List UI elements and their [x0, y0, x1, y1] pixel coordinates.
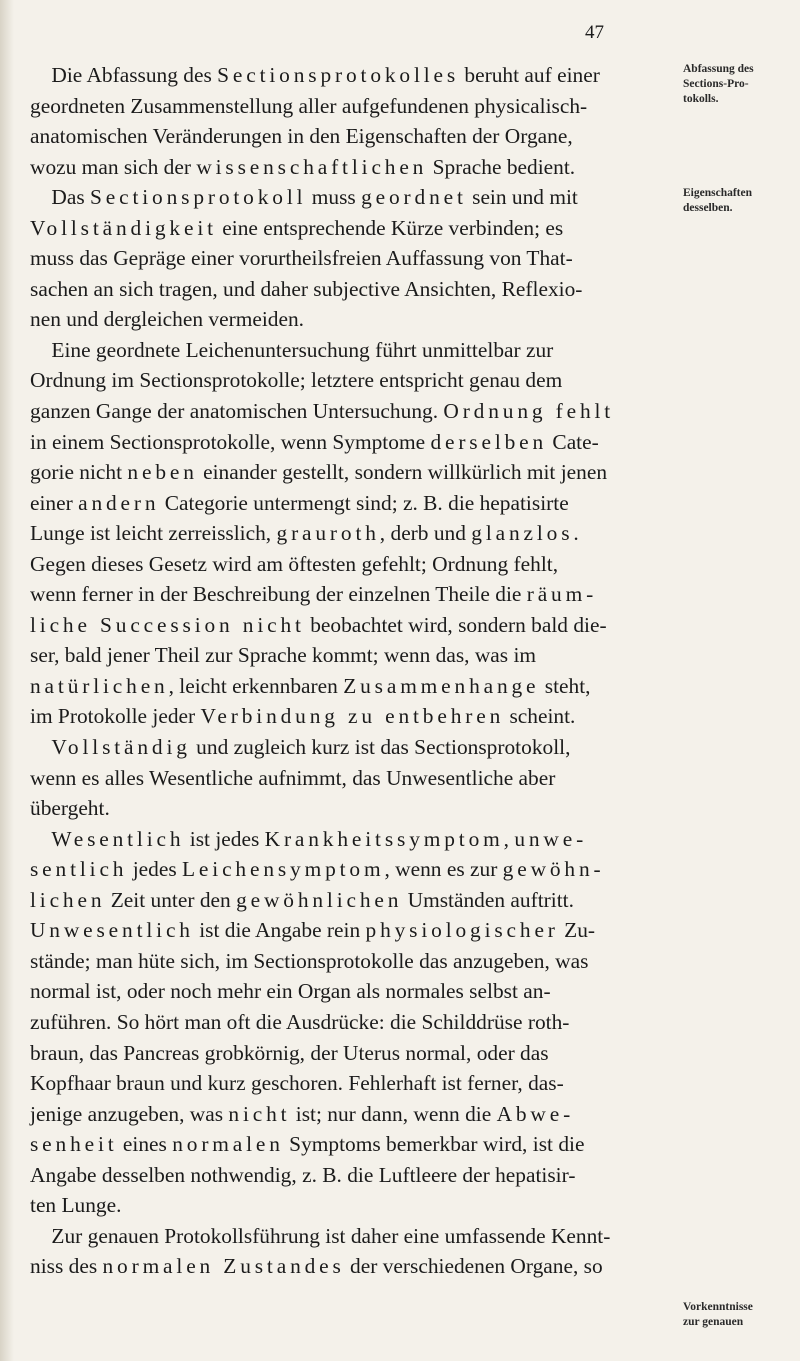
text-line — [30, 1190, 675, 1221]
text-run: , leicht erkennbaren — [168, 673, 344, 698]
text-run: ist; nur dann, wenn die — [290, 1101, 497, 1126]
text-run: scheint. — [504, 704, 576, 729]
text-line — [30, 1129, 675, 1160]
spaced-emphasis: neben — [127, 460, 198, 485]
text-run: nen und dergleichen vermeiden. — [30, 307, 305, 332]
text-line — [30, 885, 675, 916]
text-run: beobachtet wird, sondern bald die- — [304, 612, 607, 637]
text-run: Ordnung im Sectionsprotokolle; letztere entspricht genau dem — [30, 368, 563, 393]
binding-shadow — [0, 0, 14, 1361]
margin-note-vorkenntnisse — [683, 1300, 800, 1330]
text-run — [30, 827, 51, 851]
spaced-emphasis: natürlichen — [30, 673, 169, 698]
text-run: eine entsprechende Kürze verbinden; es — [216, 215, 564, 240]
text-line — [30, 610, 675, 641]
text-run: wenn ferner in der Beschreibung der einzelnen Theile die — [30, 582, 527, 607]
spaced-emphasis: physiologischer — [365, 918, 559, 943]
spaced-emphasis: normalen — [172, 1132, 284, 1157]
text-run: jedes — [127, 857, 183, 882]
text-run: . — [573, 521, 579, 546]
text-line — [30, 763, 675, 794]
text-run: im Protokolle jeder — [30, 704, 201, 729]
text-run: muss das Gepräge einer vorurtheilsfreien Auffassung von That- — [30, 246, 573, 271]
spaced-emphasis: senheit — [30, 1132, 118, 1157]
spaced-emphasis: Krankheitssymptom — [264, 826, 504, 851]
text-run: stände; man hüte sich, im Sectionsprotokolle das anzugeben, was — [30, 948, 589, 973]
margin-note-eigenschaften — [683, 186, 800, 216]
text-line — [30, 213, 675, 244]
text-run: Symptoms bemerkbar wird, ist die — [283, 1132, 585, 1157]
margin-note-line: desselben. — [683, 202, 733, 214]
text-run: wozu man sich der — [30, 154, 197, 179]
spaced-emphasis: Sectionsprotokolles — [217, 63, 460, 87]
spaced-emphasis: andern — [78, 490, 160, 515]
text-line — [30, 1160, 675, 1191]
text-run: der verschiedenen Organe, so — [344, 1254, 603, 1279]
text-line — [30, 121, 675, 152]
spaced-emphasis: Vollständigkeit — [30, 215, 217, 240]
margin-note-line: Vorkenntnisse — [683, 1301, 753, 1313]
text-run: Cate- — [547, 429, 599, 454]
text-run: Sprache bedient. — [427, 154, 576, 179]
text-line — [30, 91, 675, 122]
spaced-emphasis: Sectionsprotokoll — [90, 185, 307, 210]
text-run: einer — [30, 490, 79, 515]
spaced-emphasis: Unwesentlich — [30, 918, 194, 943]
text-run: Categorie untermengt sind; z. B. die hepatisirte — [159, 490, 569, 515]
text-line — [30, 488, 675, 519]
text-line — [30, 793, 675, 824]
text-line — [30, 854, 675, 885]
spaced-emphasis: Leichensymptom — [182, 857, 385, 882]
text-line — [30, 640, 675, 671]
text-line — [30, 824, 675, 855]
text-run: einander gestellt, sondern willkürlich mit jenen — [197, 460, 608, 485]
text-run: beruht auf einer — [459, 63, 600, 87]
spaced-emphasis: glanzlos — [471, 521, 574, 546]
text-run: Kopfhaar braun und kurz geschoren. Fehlerhaft ist ferner, das- — [30, 1071, 564, 1096]
spaced-emphasis: Zusammenhange — [343, 673, 540, 698]
text-line — [30, 243, 675, 274]
text-run: ser, bald jener Theil zur Sprache kommt; wenn das, was im — [30, 643, 537, 668]
spaced-emphasis: sentlich — [30, 857, 128, 882]
text-run: steht, — [539, 673, 591, 698]
text-run: Zu- — [558, 918, 596, 943]
text-run: normal ist, oder noch mehr ein Organ als normales selbst an- — [30, 979, 551, 1004]
text-line — [30, 915, 675, 946]
text-run: anatomischen Veränderungen in den Eigenschaften der Organe, — [30, 124, 573, 149]
text-line — [30, 60, 675, 91]
text-run: und zugleich kurz ist das Sectionsprotokoll, — [190, 735, 571, 760]
text-line — [30, 701, 675, 732]
text-line — [30, 579, 675, 610]
text-run: übergeht. — [30, 796, 110, 821]
text-run: ist die Angabe rein — [193, 918, 366, 943]
text-line — [30, 549, 675, 580]
text-line — [30, 732, 675, 763]
text-line — [30, 1007, 675, 1038]
text-run: Zeit unter den — [105, 887, 237, 912]
text-run: Die Abfassung des — [30, 63, 218, 87]
text-line — [30, 976, 675, 1007]
spaced-emphasis: nicht — [228, 1101, 291, 1126]
spaced-emphasis: gewöhnlichen — [236, 887, 403, 912]
text-run: Angabe desselben nothwendig, z. B. die Luftleere der hepatisir- — [30, 1162, 576, 1187]
text-line — [30, 182, 675, 213]
spaced-emphasis: Vollständig — [51, 735, 191, 760]
text-line — [30, 1068, 675, 1099]
margin-note-line: Sections-Pro- — [683, 78, 749, 90]
text-run: gorie nicht — [30, 460, 128, 485]
text-line — [30, 518, 675, 549]
margin-note-line: tokolls. — [683, 93, 719, 105]
text-line — [30, 274, 675, 305]
text-run: braun, das Pancreas grobkörnig, der Uterus normal, oder das — [30, 1040, 549, 1065]
spaced-emphasis: geordnet — [361, 185, 467, 210]
text-run: jenige anzugeben, was — [30, 1101, 229, 1126]
text-line — [30, 304, 675, 335]
text-line — [30, 671, 675, 702]
text-run: sachen an sich tragen, und daher subjective Ansichten, Reflexio- — [30, 276, 583, 301]
text-line — [30, 427, 675, 458]
text-line — [30, 1099, 675, 1130]
text-run: niss des — [30, 1254, 103, 1279]
text-run: Gegen dieses Gesetz wird am öftesten gefehlt; Ordnung fehlt, — [30, 551, 559, 576]
text-run: in einem Sectionsprotokolle, wenn Symptome — [30, 429, 431, 454]
margin-note-line: Abfassung des — [683, 63, 754, 75]
spaced-emphasis: derselben — [430, 429, 548, 454]
spaced-emphasis: lichen — [30, 887, 106, 912]
text-run: , wenn es zur — [384, 857, 503, 882]
text-line — [30, 396, 675, 427]
text-line — [30, 365, 675, 396]
spaced-emphasis: gewöhn- — [502, 857, 605, 882]
text-run: geordneten Zusammenstellung aller aufgefundenen physicalisch- — [30, 93, 588, 118]
text-line — [30, 1251, 675, 1282]
spaced-emphasis: grauroth — [276, 521, 380, 546]
text-run: Eine geordnete Leichenuntersuchung führt unmittelbar zur — [30, 337, 554, 362]
spaced-emphasis: wissenschaftlichen — [196, 154, 428, 179]
text-line — [30, 335, 675, 366]
text-line — [30, 1221, 675, 1252]
text-run: ten Lunge. — [30, 1193, 122, 1218]
page-number: 47 — [585, 22, 604, 43]
spaced-emphasis: Abwe- — [496, 1101, 575, 1126]
text-line — [30, 152, 675, 183]
margin-note-abfassung — [683, 62, 800, 107]
text-run: sein und mit — [466, 185, 578, 210]
text-run: ganzen Gange der anatomischen Untersuchung. — [30, 399, 444, 424]
spaced-emphasis: unwe- — [514, 826, 588, 851]
margin-note-line: Eigenschaften — [683, 187, 752, 199]
text-line — [30, 1038, 675, 1069]
text-run: eines — [117, 1132, 173, 1157]
text-run: ist jedes — [184, 826, 265, 851]
spaced-emphasis: räum- — [526, 582, 598, 607]
text-run: muss — [306, 185, 362, 210]
text-run — [30, 735, 51, 759]
spaced-emphasis: Wesentlich — [51, 826, 185, 851]
spaced-emphasis: normalen Zustandes — [102, 1254, 345, 1279]
spaced-emphasis: liche Succession nicht — [30, 612, 305, 637]
margin-note-line: zur genauen — [683, 1316, 744, 1328]
spaced-emphasis: Verbindung zu entbehren — [200, 704, 505, 729]
text-run: Umständen auftritt. — [402, 887, 574, 912]
text-run: Das — [30, 185, 91, 210]
text-run: wenn es alles Wesentliche aufnimmt, das Unwesentliche aber — [30, 765, 556, 790]
text-run: Lunge ist leicht zerreisslich, — [30, 521, 277, 546]
text-run: zuführen. So hört man oft die Ausdrücke: die Schilddrüse roth- — [30, 1009, 570, 1034]
text-run: , derb und — [379, 521, 472, 546]
text-run: , — [503, 826, 515, 851]
text-line — [30, 946, 675, 977]
text-line — [30, 457, 675, 488]
spaced-emphasis: Ordnung fehlt — [443, 399, 615, 424]
text-run: Zur genauen Protokollsführung ist daher eine umfassende Kennt- — [30, 1223, 611, 1248]
body-text — [30, 60, 675, 1282]
